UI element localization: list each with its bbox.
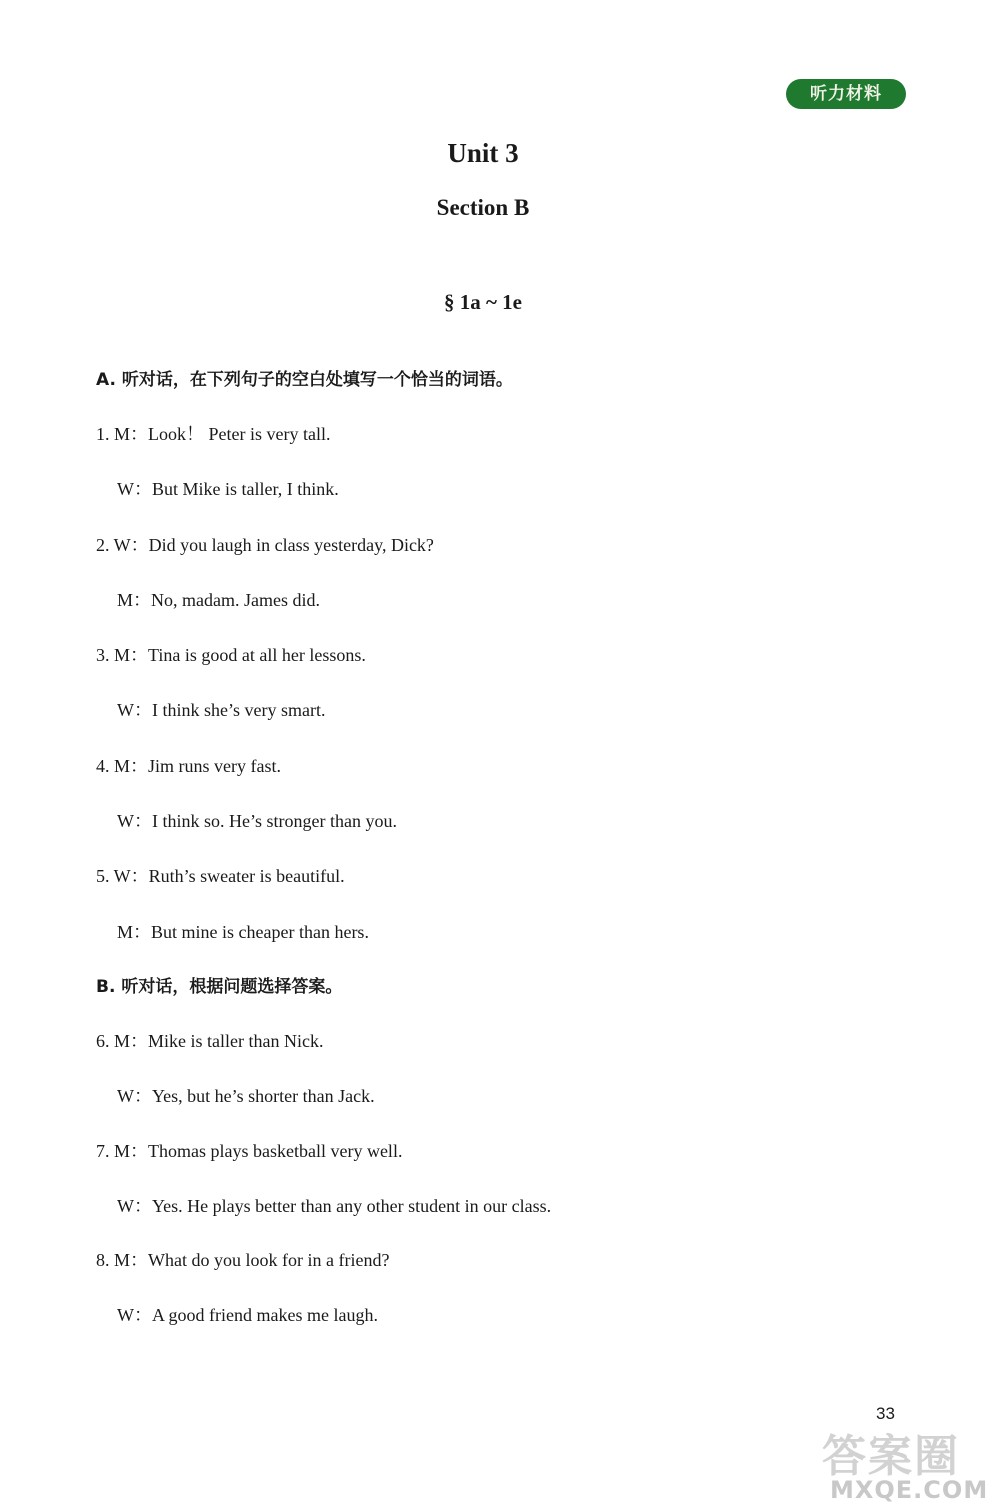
dialogue-line: 7. M：Thomas plays basketball very well.: [96, 1141, 403, 1161]
dialogue-line: 3. M：Tina is good at all her lessons.: [96, 645, 366, 665]
dialogue-line: 1. M：Look！ Peter is very tall.: [96, 424, 331, 444]
dialogue-line: M：No, madam. James did.: [117, 590, 320, 610]
listening-material-badge: 听力材料: [786, 79, 906, 109]
watermark-site: MXQE.COM: [830, 1476, 989, 1504]
part-b-instruction: B. 听对话，根据问题选择答案。: [96, 977, 343, 997]
dialogue-line: W：A good friend makes me laugh.: [117, 1305, 378, 1325]
dialogue-line: W：I think she’s very smart.: [117, 700, 326, 720]
page-number: 33: [876, 1404, 895, 1423]
dialogue-line: W：I think so. He’s stronger than you.: [117, 811, 397, 831]
dialogue-line: W：But Mike is taller, I think.: [117, 479, 339, 499]
dialogue-line: 8. M：What do you look for in a friend?: [96, 1250, 390, 1270]
dialogue-line: 4. M：Jim runs very fast.: [96, 756, 281, 776]
watermark-mark: 答案圈: [822, 1431, 960, 1482]
part-a-instruction: A. 听对话，在下列句子的空白处填写一个恰当的词语。: [96, 370, 513, 390]
subsection-title: § 1a ~ 1e: [444, 290, 522, 314]
dialogue-line: 2. W：Did you laugh in class yesterday, Dick?: [96, 535, 434, 555]
section-title: Section B: [436, 195, 530, 220]
dialogue-line: W：Yes. He plays better than any other student in our class.: [117, 1196, 552, 1216]
dialogue-line: 6. M：Mike is taller than Nick.: [96, 1031, 324, 1051]
watermark-logo: [822, 1420, 992, 1506]
dialogue-line: 5. W：Ruth’s sweater is beautiful.: [96, 866, 345, 886]
unit-title: Unit 3: [447, 138, 519, 168]
dialogue-line: M：But mine is cheaper than hers.: [117, 922, 369, 942]
dialogue-line: W：Yes, but he’s shorter than Jack.: [117, 1086, 375, 1106]
